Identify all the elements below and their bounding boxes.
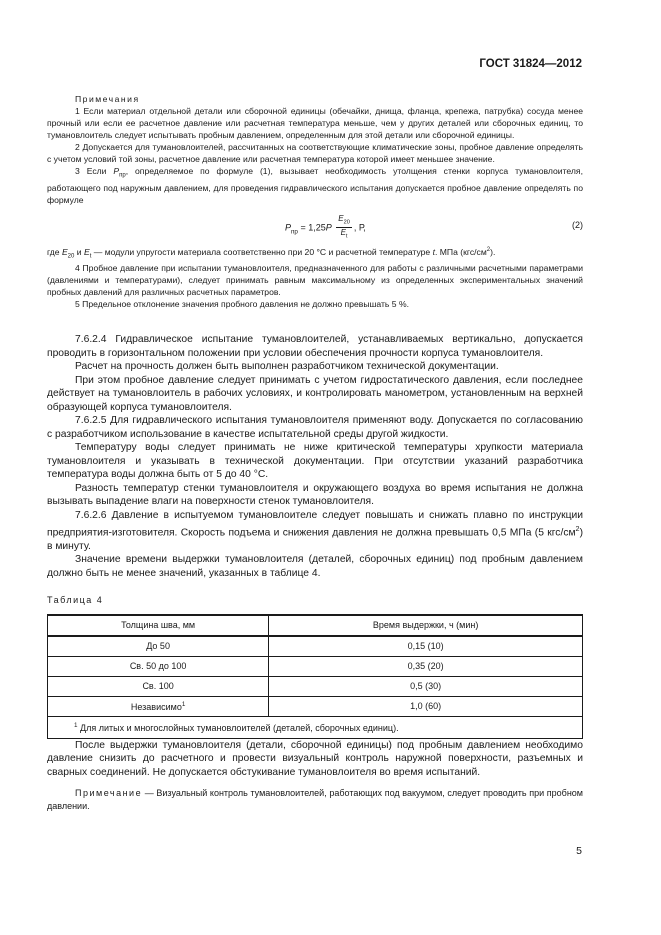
table-cell: 1,0 (60) — [269, 696, 583, 716]
notes-block — [47, 93, 583, 310]
table-cell: 0,5 (30) — [269, 676, 583, 696]
final-note-label: Примечание — [75, 788, 143, 799]
table-row — [48, 676, 583, 696]
note-2: 2 Допускается для тумановлоителей, рассчитанных на соответствующие климатические зоны, пробное давление определять с учетом условий той зоны, расчетное давление или расчетная температура которой имеет меньшее значение. — [47, 142, 583, 164]
table-row — [48, 696, 583, 716]
table-cell: Независимо$^1$ — [48, 696, 269, 716]
col-header-hold-time: Время выдержки, ч (мин) — [269, 615, 583, 636]
page-number: 5 — [576, 845, 582, 857]
table-cell: Св. 50 до 100 — [48, 656, 269, 676]
final-note: Примечание — Визуальный контроль тумановлоителей, работающих под вакуумом, следует проводить при пробном давлении. — [47, 788, 583, 812]
table-caption: Таблица 4 — [47, 595, 104, 606]
table-4 — [47, 614, 583, 739]
table-row — [48, 656, 583, 676]
table-cell: Св. 100 — [48, 676, 269, 696]
note-4: 4 Пробное давление при испытании тумановлоителя, предназначенного для работы с различными расчетными параметрами (давлениями и температурами), следует принимать равным максимальному из определенных экспериментальных значений пробных давлений для различных расчетных параметров. — [47, 263, 583, 298]
main-text — [47, 333, 583, 813]
para-hold-time: Значение времени выдержки тумановлоителя (деталей, сборочных единиц) под пробным давлением должно быть не менее значений, указанных в таблице 4. — [47, 554, 583, 579]
note-5: 5 Предельное отклонение значения пробного давления не должно превышать 5 %. — [75, 299, 409, 310]
formula-expression: $P_{пр} = 1,25P$ $\frac{E_{20}}{E_t}$ , Р, — [285, 213, 366, 240]
para-water-temp: Температуру воды следует принимать не ниже критической температуры хрупкости материала тумановлоителя и указывать в технической документации. При отсутствии указаний разработчика температура воды должна быть от 5 до 40 °С. — [47, 442, 583, 480]
para-strength: Расчет на прочность должен быть выполнен разработчиком технической документации. — [75, 361, 499, 372]
table-cell: До 50 — [48, 636, 269, 657]
col-header-thickness: Толщина шва, мм — [48, 615, 269, 636]
note-1: 1 Если материал отдельной детали или сборочной единицы (обечайки, днища, фланца, крепежа, патрубка) сосуда менее прочный или если ее расчетное давление или расчетная температура меньше, чем у других деталей или сборочных единиц, то тумановлоитель следует испытывать пробным давлением, определенным для этой детали или сборочной единицы. — [47, 106, 583, 140]
note-3: 3 Если $P_{пр}$, определяемое по формуле (1), вызывает необходимость утолщения стенки корпуса тумановлоителя, работающего под наружным давлением, для проведения гидравлического испытания допускается пробное давление определять по формуле — [47, 166, 583, 205]
para-7-6-2-4: 7.6.2.4 Гидравлическое испытание тумановлоителей, устанавливаемых вертикально, допускается проводить в горизонтальном положении при условии обеспечения прочности корпуса тумановлоителя. — [47, 334, 583, 359]
formula-where: где $E_{20}$ и $E_t$ — модули упругости материала соответственно при 20 °С и расчетной температуре t. МПа $(кгс/см^2)$. — [47, 246, 496, 260]
notes-heading: Примечания — [75, 94, 140, 104]
formula-number: (2) — [572, 219, 583, 230]
table-cell: 0,15 (10) — [269, 636, 583, 657]
para-temp-difference: Разность температур стенки тумановлоителя и окружающего воздуха во время испытания не должна вызывать выпадение влаги на поверхности стенок тумановлоителя. — [47, 482, 583, 507]
table-cell: 0,35 (20) — [269, 656, 583, 676]
formula-2 — [47, 211, 583, 241]
table-row — [48, 636, 583, 657]
para-7-6-2-6: 7.6.2.6 Давление в испытуемом тумановлоителе следует повышать и снижать плавно по инструкции предприятия-изготовителя. Скорость подъема и снижения давления не должна превышать 0,5 МПа (5 кгс/$см^2$) в минуту. — [47, 509, 583, 552]
table-footnote: $^1$ Для литых и многослойных тумановлоителей (деталей, сборочных единиц). — [48, 716, 583, 738]
document-code: ГОСТ 31824—2012 — [479, 58, 582, 70]
table-footnote-row — [48, 716, 583, 738]
formula-fraction: $\frac{E_{20}}{E_t}$ — [338, 213, 350, 240]
para-hydrostatic: При этом пробное давление следует принимать с учетом гидростатического давления, если последнее действует на тумановлоитель в рабочих условиях, и контролировать манометром, установленным на верхней образующей корпуса тумановлоителя. — [47, 374, 583, 413]
table-header-row — [48, 615, 583, 636]
para-7-6-2-5: 7.6.2.5 Для гидравлического испытания тумановлоителя применяют воду. Допускается по согласованию с разработчиком использование в качестве испытательной среды другой жидкости. — [47, 415, 583, 440]
para-after-hold: После выдержки тумановлоителя (детали, сборочной единицы) под пробным давлением необходимо давление снизить до расчетного и провести визуальный контроль наружной поверхности, разъемных и сварных соединений. Не допускается обстукивание тумановлоителя во время испытаний. — [47, 739, 583, 778]
